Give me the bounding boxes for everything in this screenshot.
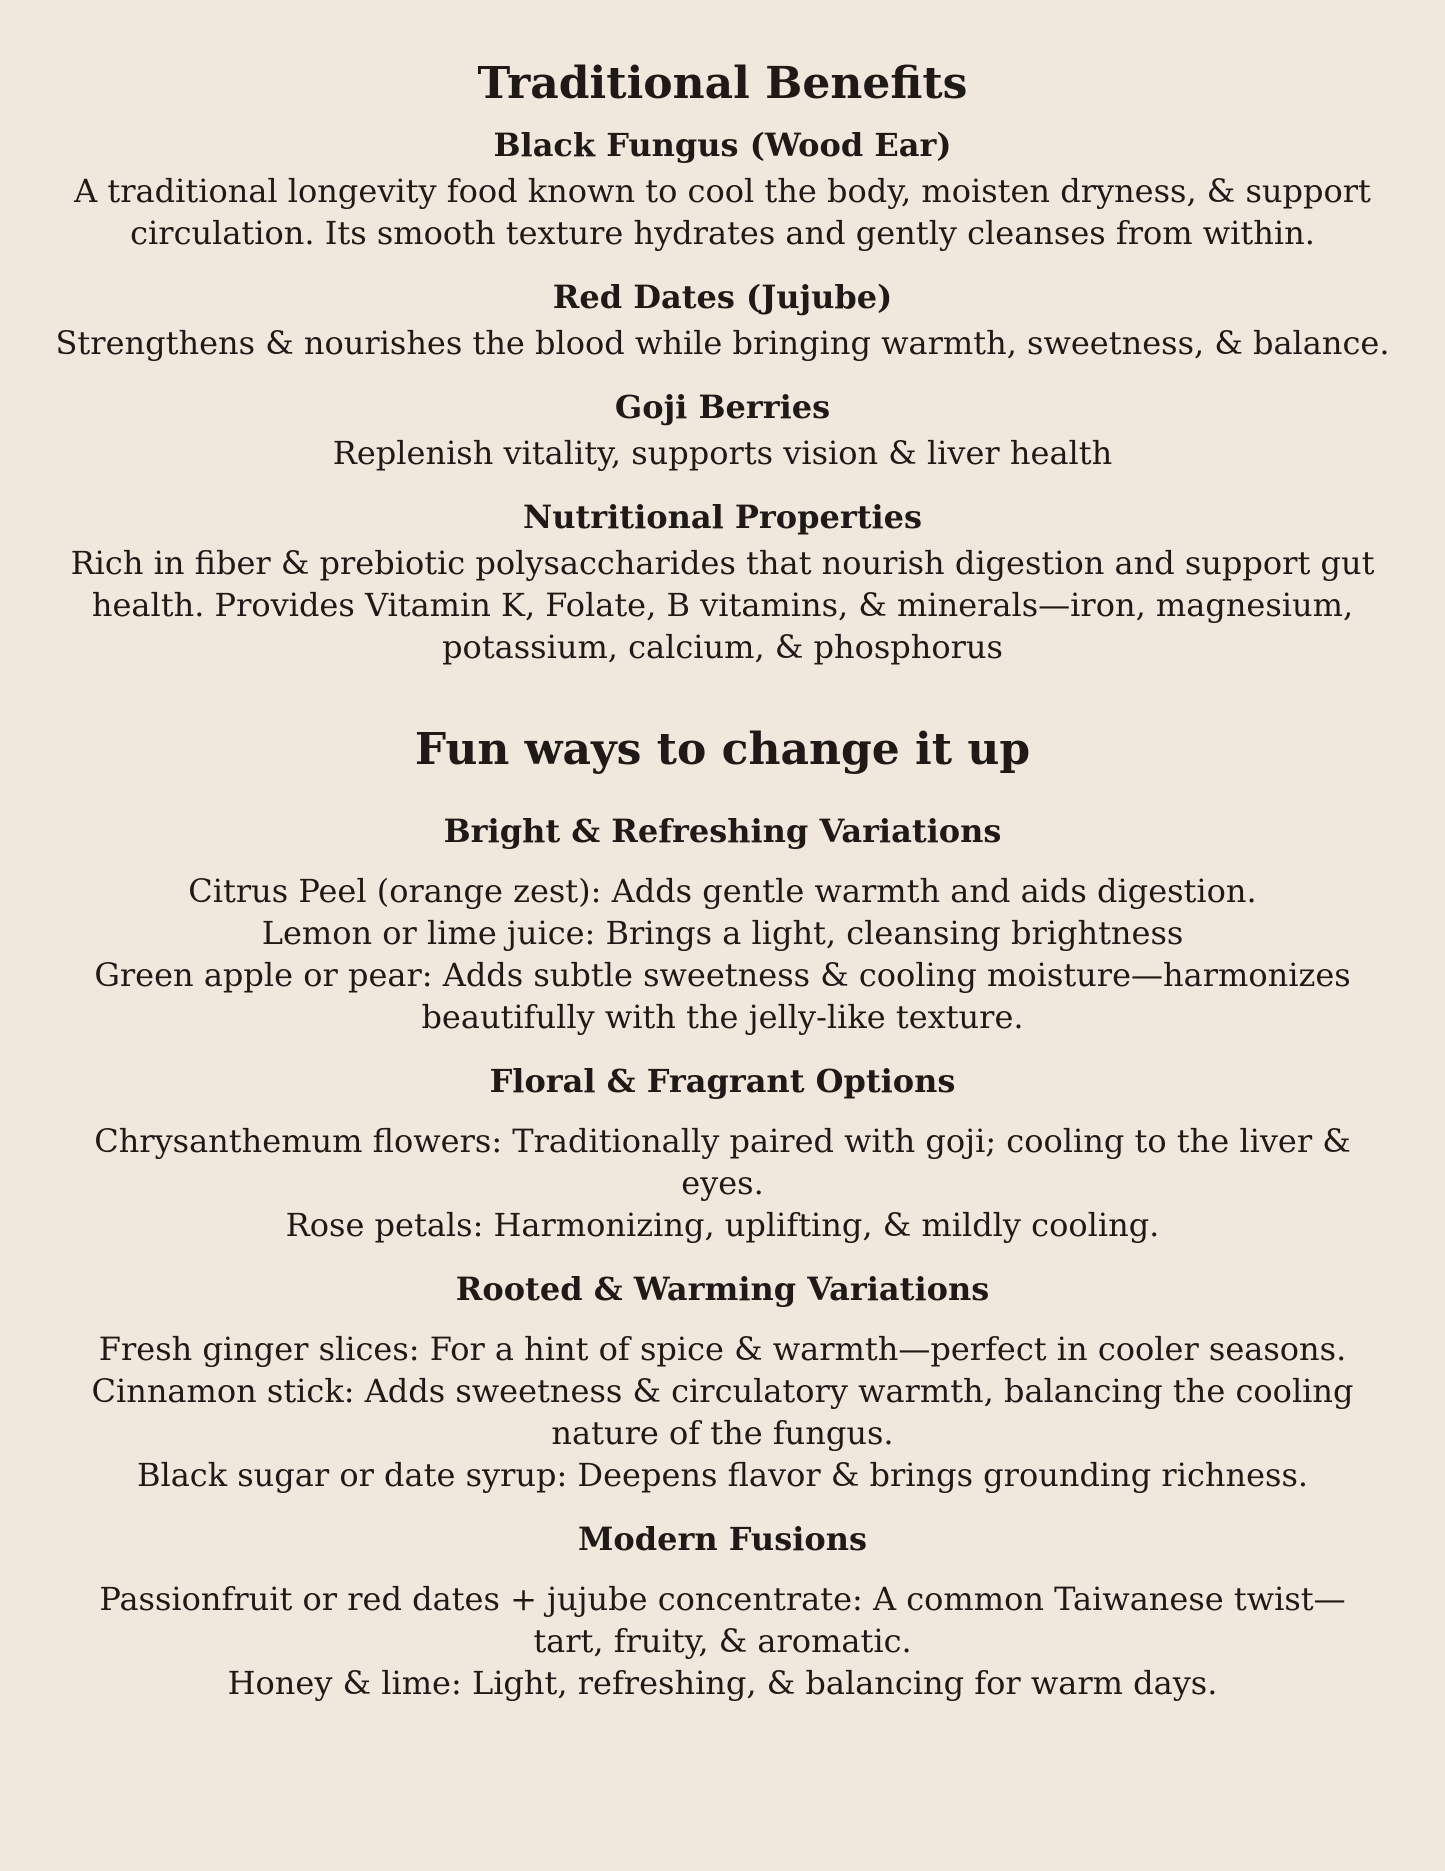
text-line: Black sugar or date syrup: Deepens flavor & brings grounding richness. [136, 1456, 1309, 1494]
benefit-text [40, 432, 1405, 474]
variation-floral-fragrant [40, 1056, 1405, 1246]
variation-text [40, 1578, 1405, 1704]
text-line: circulation. Its smooth texture hydrates and gently cleanses from within. [130, 214, 1315, 252]
benefit-black-fungus [40, 120, 1405, 254]
variation-text [40, 1328, 1405, 1496]
text-line: Citrus Peel (orange zest): Adds gentle warmth and aids digestion. [188, 872, 1257, 910]
variation-heading: Rooted & Warming Variations [455, 1270, 990, 1308]
benefit-text [40, 542, 1405, 668]
benefit-text [40, 322, 1405, 364]
text-line: Rose petals: Harmonizing, uplifting, & mildly cooling. [285, 1206, 1160, 1244]
text-line: Rich in fiber & prebiotic polysaccharides that nourish digestion and support gut [70, 544, 1375, 582]
text-line: tart, fruity, & aromatic. [533, 1622, 912, 1660]
variation-rooted-warming [40, 1264, 1405, 1496]
variation-bright-refreshing [40, 806, 1405, 1038]
variations-title: Fun ways to change it up [414, 724, 1031, 775]
traditional-benefits-title: Traditional Benefits [477, 58, 968, 109]
text-line: Lemon or lime juice: Brings a light, cleansing brightness [261, 914, 1184, 952]
text-line: potassium, calcium, & phosphorus [442, 628, 1003, 666]
text-line: Green apple or pear: Adds subtle sweetness & cooling moisture—harmonizes [94, 956, 1351, 994]
variation-modern-fusions [40, 1514, 1405, 1704]
text-line: A traditional longevity food known to cool the body, moisten dryness, & support [74, 172, 1371, 210]
variation-text [40, 870, 1405, 1038]
text-line: health. Provides Vitamin K, Folate, B vitamins, & minerals—iron, magnesium, [91, 586, 1354, 624]
benefit-heading: Red Dates (Jujube) [552, 278, 893, 316]
text-line: Strengthens & nourishes the blood while bringing warmth, sweetness, & balance. [55, 324, 1390, 362]
benefit-heading: Nutritional Properties [522, 498, 923, 536]
variation-heading: Bright & Refreshing Variations [443, 812, 1002, 850]
text-line: Honey & lime: Light, refreshing, & balancing for warm days. [227, 1664, 1218, 1702]
benefit-nutritional-properties [40, 492, 1405, 668]
benefit-heading: Black Fungus (Wood Ear) [493, 126, 952, 164]
benefit-goji-berries [40, 382, 1405, 474]
text-line: beautifully with the jelly-like texture. [421, 998, 1024, 1036]
variation-text [40, 1120, 1405, 1246]
benefit-red-dates [40, 272, 1405, 364]
text-line: eyes. [681, 1164, 764, 1202]
text-line: Cinnamon stick: Adds sweetness & circulatory warmth, balancing the cooling [91, 1372, 1354, 1410]
text-line: Chrysanthemum flowers: Traditionally paired with goji; cooling to the liver & [94, 1122, 1351, 1160]
benefit-text [40, 170, 1405, 254]
text-line: Fresh ginger slices: For a hint of spice & warmth—perfect in cooler seasons. [98, 1330, 1347, 1368]
text-line: Passionfruit or red dates + jujube concentrate: A common Taiwanese twist— [99, 1580, 1346, 1618]
text-line: nature of the fungus. [551, 1414, 894, 1452]
text-line: Replenish vitality, supports vision & liver health [332, 434, 1113, 472]
variation-heading: Modern Fusions [578, 1520, 867, 1558]
variation-heading: Floral & Fragrant Options [489, 1062, 956, 1100]
benefit-heading: Goji Berries [614, 388, 831, 426]
